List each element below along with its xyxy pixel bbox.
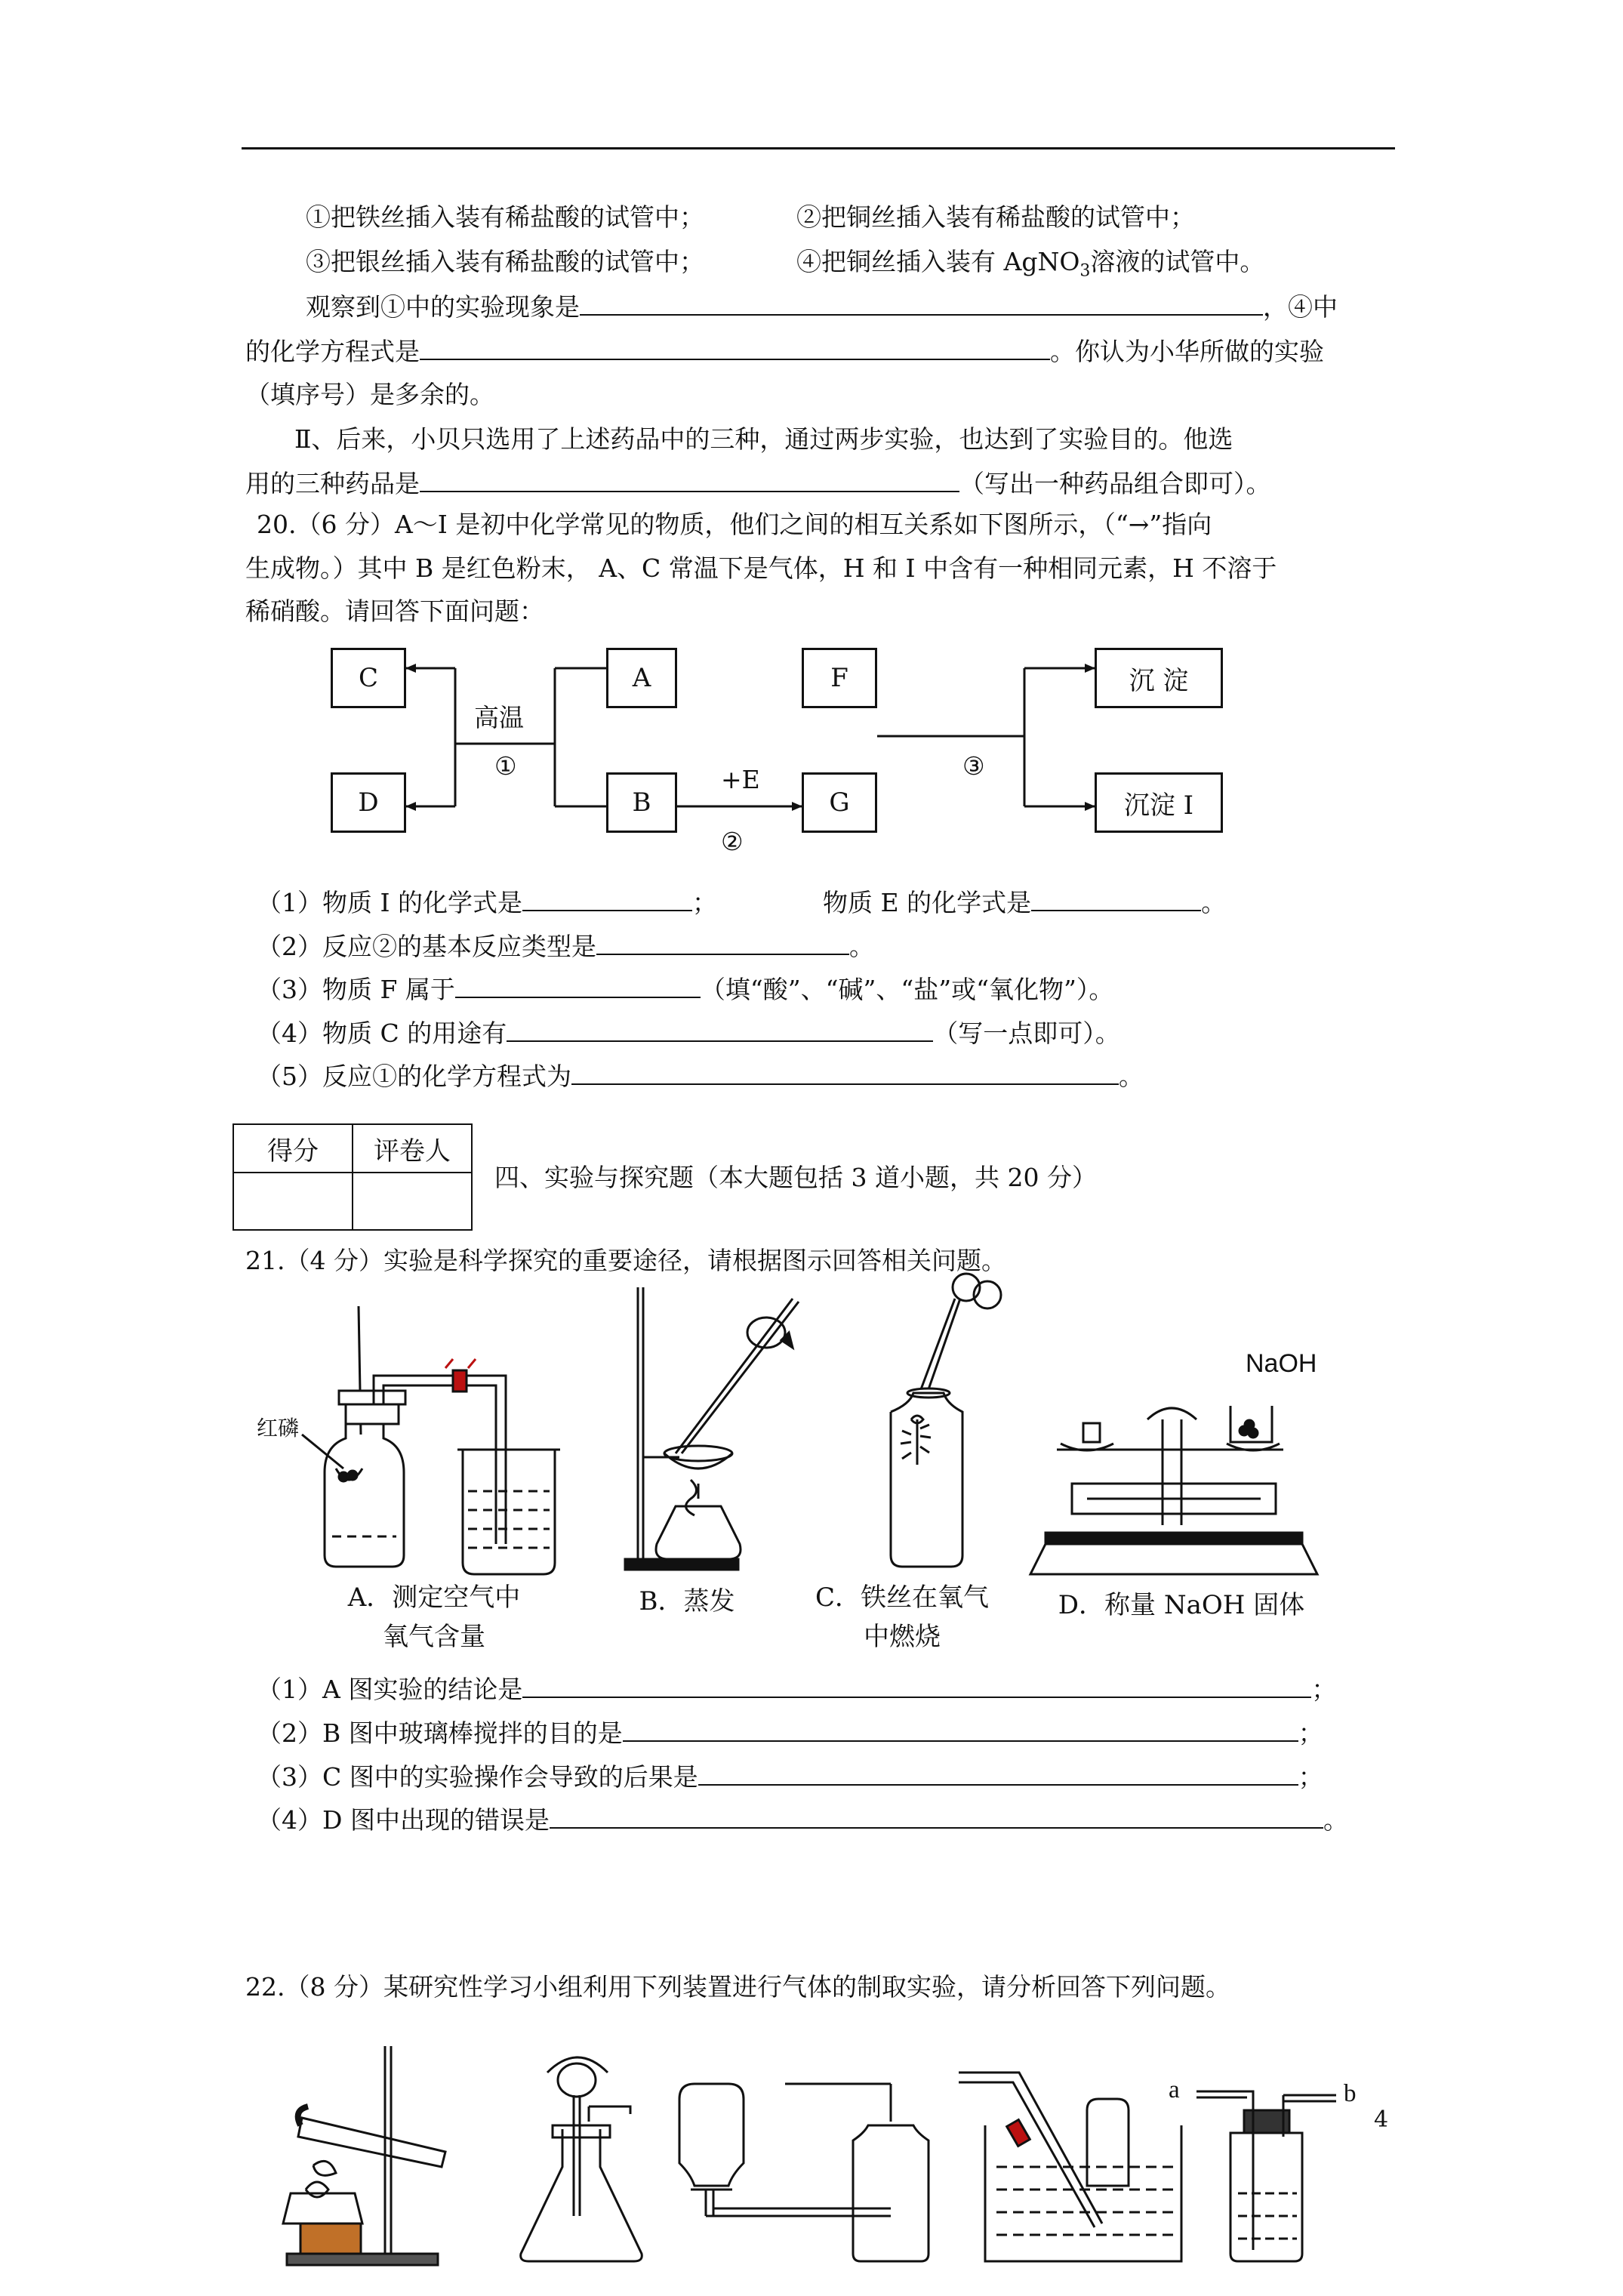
q19-redundant: （填序号）是多余的。	[245, 380, 494, 409]
node-precipitate-H: 沉 淀	[1095, 648, 1223, 708]
q19-part2-suffix: （写出一种药品组合即可）。	[959, 469, 1271, 498]
caption-C-line2: 中燃烧	[864, 1622, 941, 1652]
q19-equation-suffix: 。你认为小华所做的实验	[1050, 337, 1324, 366]
q20-stem-3: 稀硝酸。请回答下面问题：	[245, 596, 544, 626]
apparatus-4-water-trough	[959, 2073, 1181, 2261]
q20-sub2-label: （2）反应②的基本反应类型是	[257, 932, 596, 961]
q20-stem-1: 20.（6 分）A～I 是初中化学常见的物质，他们之间的相互关系如下图所示，（“→”指向	[257, 510, 1212, 539]
q21-sub3-end: ；	[1298, 1762, 1323, 1792]
node-F: F	[802, 648, 877, 708]
q21-sub2-label: （2）B 图中玻璃棒搅拌的目的是	[257, 1718, 623, 1748]
node-G: G	[802, 772, 877, 833]
q21-sub4-end: 。	[1323, 1805, 1348, 1835]
q21-sub3-label: （3）C 图中的实验操作会导致的后果是	[257, 1762, 698, 1792]
q19-part2-line1: Ⅱ、后来，小贝只选用了上述药品中的三种，通过两步实验，也达到了实验目的。他选	[294, 424, 1233, 454]
apparatus-2-flask	[521, 2057, 642, 2261]
grader-label: 评卷人	[353, 1124, 472, 1173]
caption-A-line1: A．测定空气中	[347, 1583, 521, 1613]
node-precipitate-I: 沉淀 I	[1095, 772, 1223, 833]
q20-sub3-end: （填“酸”、“碱”、“盐”或“氧化物”）。	[700, 975, 1114, 1004]
node-D: D	[331, 772, 406, 833]
label-naoh: NaOH	[1246, 1349, 1317, 1378]
node-C: C	[331, 648, 406, 708]
page-number: 4	[1374, 2106, 1389, 2133]
q19-observe-label: 观察到①中的实验现象是	[306, 292, 580, 322]
apparatus-1-heating	[283, 2046, 445, 2265]
q21-sub4-label: （4）D 图中出现的错误是	[257, 1805, 550, 1835]
q19-exp2: ②把铜丝插入装有稀盐酸的试管中；	[796, 202, 1195, 232]
caption-C-line1: C．铁丝在氧气	[815, 1583, 989, 1613]
apparatus-5-wash-bottle	[1196, 2091, 1336, 2261]
q19-exp4-sub: 3	[1079, 261, 1091, 281]
label-red-phosphorus: 红磷	[257, 1416, 300, 1441]
caption-B: B．蒸发	[639, 1586, 735, 1616]
reaction-1-label: ①	[494, 751, 517, 781]
caption-A-line2: 氧气含量	[383, 1622, 485, 1652]
q20-sub3-label: （3）物质 F 属于	[257, 975, 455, 1004]
q20-sub1-sep: ；	[692, 888, 718, 917]
cond-high-temp: 高温	[474, 703, 524, 732]
q22-stem: 22.（8 分）某研究性学习小组利用下列装置进行气体的制取实验，请分析回答下列问题。	[245, 1972, 1230, 2002]
apparatus-3-inverted-bottle	[679, 2084, 929, 2261]
q20-sub5-end: 。	[1119, 1062, 1144, 1091]
q20-sub1b-label: 物质 E 的化学式是	[823, 888, 1032, 917]
q21-sub1-end: ；	[1311, 1675, 1337, 1704]
q19-exp3: ③把银丝插入装有稀盐酸的试管中；	[306, 247, 704, 276]
plus-E-label: +E	[721, 765, 760, 794]
q19-observe-suffix: ，④中	[1263, 292, 1338, 322]
q20-stem-2: 生成物。）其中 B 是红色粉末， A、C 常温下是气体，H 和 I 中含有一种相同元素，H 不溶于	[245, 553, 1277, 583]
label-port-b: b	[1344, 2080, 1357, 2107]
node-A: A	[606, 648, 677, 708]
q21-sub1-label: （1）A 图实验的结论是	[257, 1675, 523, 1704]
q20-sub4-label: （4）物质 C 的用途有	[257, 1019, 507, 1048]
score-label: 得分	[233, 1124, 353, 1173]
section4-title: 四、实验与探究题（本大题包括 3 道小题，共 20 分）	[494, 1163, 1097, 1192]
q19-exp4-text: ④把铜丝插入装有 AgNO	[796, 247, 1080, 276]
q19-exp4-suffix: 溶液的试管中。	[1090, 247, 1265, 276]
q19-part2-label: 用的三种药品是	[245, 469, 420, 498]
q20-sub5-label: （5）反应①的化学方程式为	[257, 1062, 571, 1091]
label-port-a: a	[1169, 2076, 1180, 2103]
caption-D: D．称量 NaOH 固体	[1058, 1590, 1305, 1620]
q21-stem: 21.（4 分）实验是科学探究的重要途径，请根据图示回答相关问题。	[245, 1246, 1006, 1275]
reaction-2-label: ②	[721, 827, 744, 856]
node-B: B	[606, 772, 677, 833]
q20-sub4-end: （写一点即可）。	[933, 1019, 1120, 1048]
q19-equation-label: 的化学方程式是	[245, 337, 420, 366]
reaction-3-label: ③	[962, 751, 985, 781]
q20-sub1b-end: 。	[1201, 888, 1227, 917]
q19-exp1: ①把铁丝插入装有稀盐酸的试管中；	[306, 202, 704, 232]
q20-sub1-label: （1）物质 I 的化学式是	[257, 888, 523, 917]
q20-sub2-end: 。	[849, 932, 874, 961]
q21-sub2-end: ；	[1298, 1718, 1323, 1748]
